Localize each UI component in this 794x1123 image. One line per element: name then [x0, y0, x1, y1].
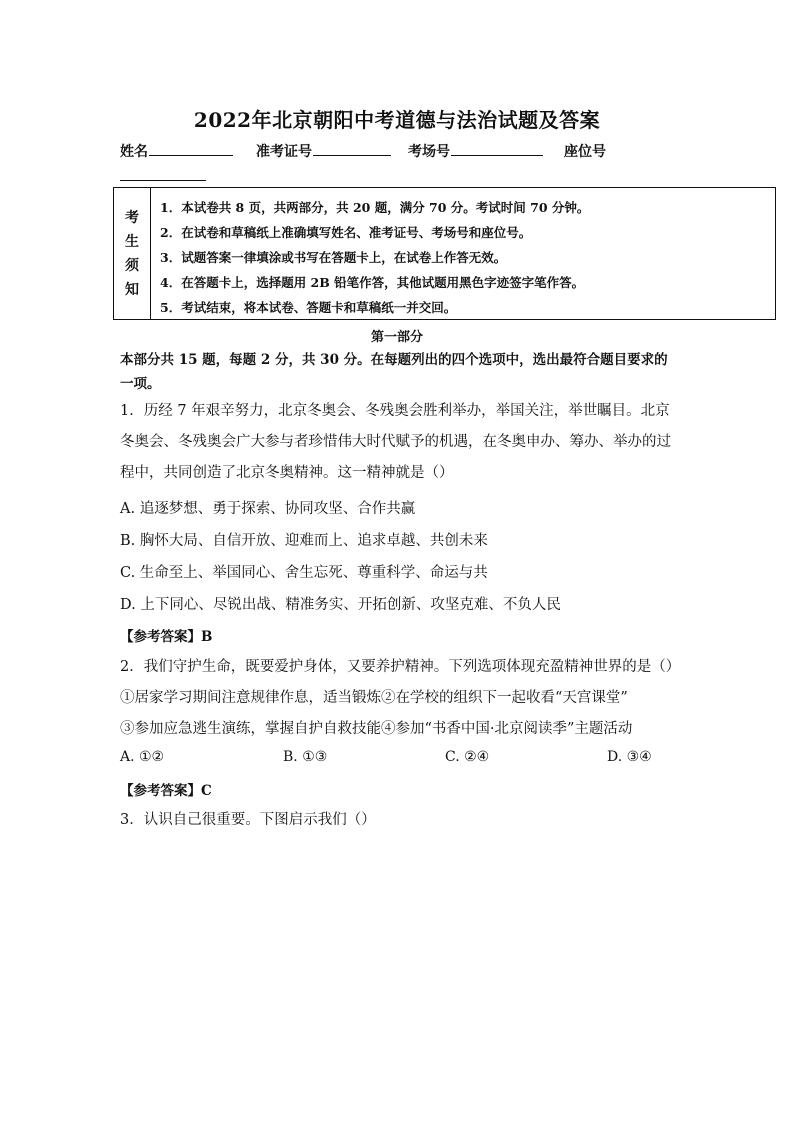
question-2-option-d[interactable]: D. ③④ [607, 749, 652, 765]
question-1-answer: 【参考答案】B [120, 629, 213, 645]
question-2-option-a[interactable]: A. ①② [120, 749, 165, 765]
question-1-option-b[interactable]: B. 胸怀大局、自信开放、迎难而上、追求卓越、共创未来 [120, 533, 488, 549]
name-field[interactable] [120, 141, 233, 161]
room-field[interactable] [408, 141, 543, 161]
notice-item: 2．在试卷和草稿纸上准确填写姓名、准考证号、考场号和座位号。 [160, 225, 532, 240]
seat-field[interactable] [564, 141, 606, 161]
notice-label-char: 考 [125, 209, 139, 226]
section-title: 第一部分 [370, 330, 423, 345]
notice-list [160, 195, 589, 320]
notice-label-char: 生 [125, 233, 139, 250]
question-1-option-d[interactable]: D. 上下同心、尽锐出战、精准务实、开拓创新、攻坚克难、不负人民 [120, 597, 561, 613]
exam-id-blank[interactable] [313, 141, 391, 156]
notice-label-char: 知 [125, 281, 139, 298]
seat-blank[interactable] [120, 166, 206, 181]
seat-label: 座位号 [564, 144, 606, 160]
exam-notice-box [113, 187, 776, 320]
notice-item: 3．试题答案一律填涂或书写在答题卡上，在试卷上作答无效。 [160, 250, 507, 265]
name-blank[interactable] [149, 141, 233, 156]
notice-label [114, 188, 151, 319]
question-1-option-c[interactable]: C. 生命至上、举国同心、舍生忘死、尊重科学、命运与共 [120, 565, 488, 581]
notice-item: 1．本试卷共 8 页，共两部分，共 20 题，满分 70 分。考试时间 70 分钟。 [160, 200, 590, 215]
question-3-stem: 3．认识自己很重要。下图启示我们（） [120, 812, 376, 828]
question-2-option-b[interactable]: B. ①③ [283, 749, 328, 765]
notice-item: 4．在答题卡上，选择题用 2B 铅笔作答，其他试题用黑色字迹签字笔作答。 [160, 275, 585, 290]
room-label: 考场号 [408, 144, 450, 160]
name-label: 姓名 [120, 144, 148, 160]
notice-item: 5．考试结束，将本试卷、答题卡和草稿纸一并交回。 [160, 300, 457, 315]
question-2-stem: 2．我们守护生命，既要爱护身体，又要养护精神。下列选项体现充盈精神世界的是（） [120, 659, 681, 675]
question-2-statement: ①居家学习期间注意规律作息，适当锻炼②在学校的组织下一起收看“天宫课堂” [120, 690, 628, 706]
section-intro: 本部分共 15 题，每题 2 分，共 30 分。在每题列出的四个选项中，选出最符合题目要求的一项。 [120, 352, 668, 392]
exam-id-label: 准考证号 [256, 144, 312, 160]
question-1-option-a[interactable]: A. 追逐梦想、勇于探索、协同攻坚、合作共赢 [120, 501, 416, 517]
question-2-statement: ③参加应急逃生演练，掌握自护自救技能④参加“书香中国·北京阅读季”主题活动 [120, 721, 633, 737]
question-2-answer: 【参考答案】C [120, 783, 212, 799]
exam-id-field[interactable] [256, 141, 391, 161]
room-blank[interactable] [451, 141, 543, 156]
exam-title: 2022年北京朝阳中考道德与法治试题及答案 [193, 108, 601, 132]
question-1-stem: 1．历经 7 年艰辛努力，北京冬奥会、冬残奥会胜利举办，举国关注，举世瞩目。北京冬奥会、冬残奥会广大参与者珍惜伟大时代赋予的机遇，在冬奥申办、筹办、举办的过程中，共同创造了北京冬奥精神。这一精神就是（） [120, 403, 671, 481]
notice-label-char: 须 [125, 257, 139, 274]
question-2-option-c[interactable]: C. ②④ [445, 749, 490, 765]
